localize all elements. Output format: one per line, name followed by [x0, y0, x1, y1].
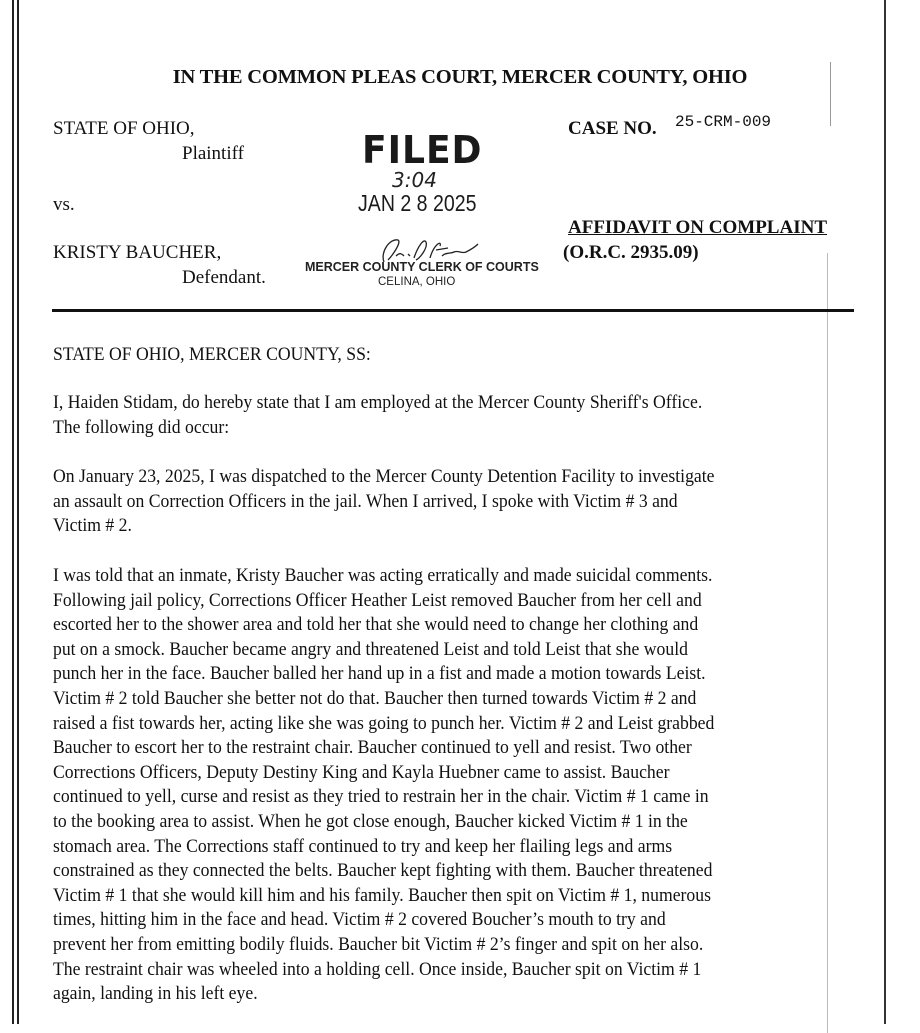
paragraph-line: Corrections Officers, Deputy Destiny King and Kayla Huebner came to assist. Baucher	[53, 761, 670, 783]
paragraph-line: raised a fist towards her, acting like she was going to punch her. Victim # 2 and Leist grabbed	[53, 712, 715, 734]
defendant-name: KRISTY BAUCHER,	[53, 242, 222, 263]
venue-line	[53, 343, 816, 368]
paragraph-line: constrained as they connected the belts. Baucher kept fighting with them. Baucher threatened	[53, 860, 713, 882]
page-border-left-inner	[17, 0, 19, 1024]
case-number-label: CASE NO.	[568, 118, 657, 139]
paragraph-line: escorted her to the shower area and told her that she would need to change her clothing and	[53, 614, 699, 636]
page-border-right	[884, 0, 886, 1024]
affidavit-paragraph-3	[53, 564, 816, 1007]
defendant-role: Defendant.	[182, 267, 266, 288]
paragraph-line: an assault on Correction Officers in the jail. When I arrived, I spoke with Victim # 3 and	[53, 490, 678, 512]
clerk-of-courts: MERCER COUNTY CLERK OF COURTS	[305, 260, 539, 274]
paragraph-line: stomach area. The Corrections staff continued to try and keep her flailing legs and arms	[53, 835, 673, 857]
versus-label: vs.	[53, 194, 75, 215]
document-title: AFFIDAVIT ON COMPLAINT	[568, 217, 827, 238]
paragraph-line: again, landing in his left eye.	[53, 983, 258, 1005]
paragraph-line: prevent her from emitting bodily fluids. Baucher bit Victim # 2’s finger and spit on her also.	[53, 933, 704, 955]
page-border-left-outer	[12, 0, 14, 1024]
caption-divider	[52, 309, 854, 312]
paragraph-line: to the booking area to assist. When he got close enough, Baucher kicked Victim # 1 in the	[53, 810, 688, 832]
paragraph-line: I, Haiden Stidam, do hereby state that I am employed at the Mercer County Sheriff's Office.	[53, 392, 703, 413]
paragraph-line: put on a smock. Baucher became angry and threatened Leist and told Leist that she would	[53, 638, 688, 660]
paragraph-line: continued to yell, curse and resist as they tried to restrain her in the chair. Victim # 1 came in	[53, 786, 709, 808]
clerk-city: CELINA, OHIO	[378, 276, 456, 288]
affidavit-paragraph-1	[53, 391, 816, 440]
paragraph-line: The restraint chair was wheeled into a holding cell. Once inside, Baucher spit on Victim # 1	[53, 958, 702, 980]
affidavit-paragraph-2	[53, 465, 816, 539]
paragraph-line: Victim # 1 that she would kill him and his family. Baucher then spit on Victim # 1, numerous	[53, 884, 711, 906]
statute-reference: (O.R.C. 2935.09)	[563, 242, 699, 263]
filed-stamp-time: 3:04	[392, 168, 437, 192]
paragraph-line: times, hitting him in the face and head. Victim # 2 covered Boucher’s mouth to try and	[53, 909, 666, 931]
filed-stamp-date: JAN 2 8 2025	[358, 190, 477, 216]
filed-stamp-label: FILED	[362, 128, 483, 172]
venue-text: STATE OF OHIO, MERCER COUNTY, SS:	[53, 344, 371, 365]
paragraph-line: Following jail policy, Corrections Officer Heather Leist removed Baucher from her cell and	[53, 589, 702, 611]
plaintiff-name: STATE OF OHIO,	[53, 118, 195, 139]
court-title: IN THE COMMON PLEAS COURT, MERCER COUNTY, OHIO	[172, 66, 748, 88]
case-number-value: 25-CRM-009	[675, 113, 772, 131]
paragraph-line: The following did occur:	[53, 416, 230, 438]
scan-artifact-line	[827, 253, 828, 1033]
paragraph-line: Baucher to escort her to the restraint chair. Baucher continued to yell and resist. Two other	[53, 737, 692, 759]
plaintiff-role: Plaintiff	[182, 143, 244, 164]
paragraph-line: punch her in the face. Baucher balled her hand up in a fist and made a motion towards Leist.	[53, 663, 706, 685]
paragraph-line: Victim # 2.	[53, 515, 132, 537]
paragraph-line: On January 23, 2025, I was dispatched to the Mercer County Detention Facility to investigate	[53, 466, 715, 487]
paragraph-line: I was told that an inmate, Kristy Baucher was acting erratically and made suicidal comments.	[53, 565, 713, 586]
paragraph-line: Victim # 2 told Baucher she better not do that. Baucher then turned towards Victim # 2 and	[53, 687, 697, 709]
